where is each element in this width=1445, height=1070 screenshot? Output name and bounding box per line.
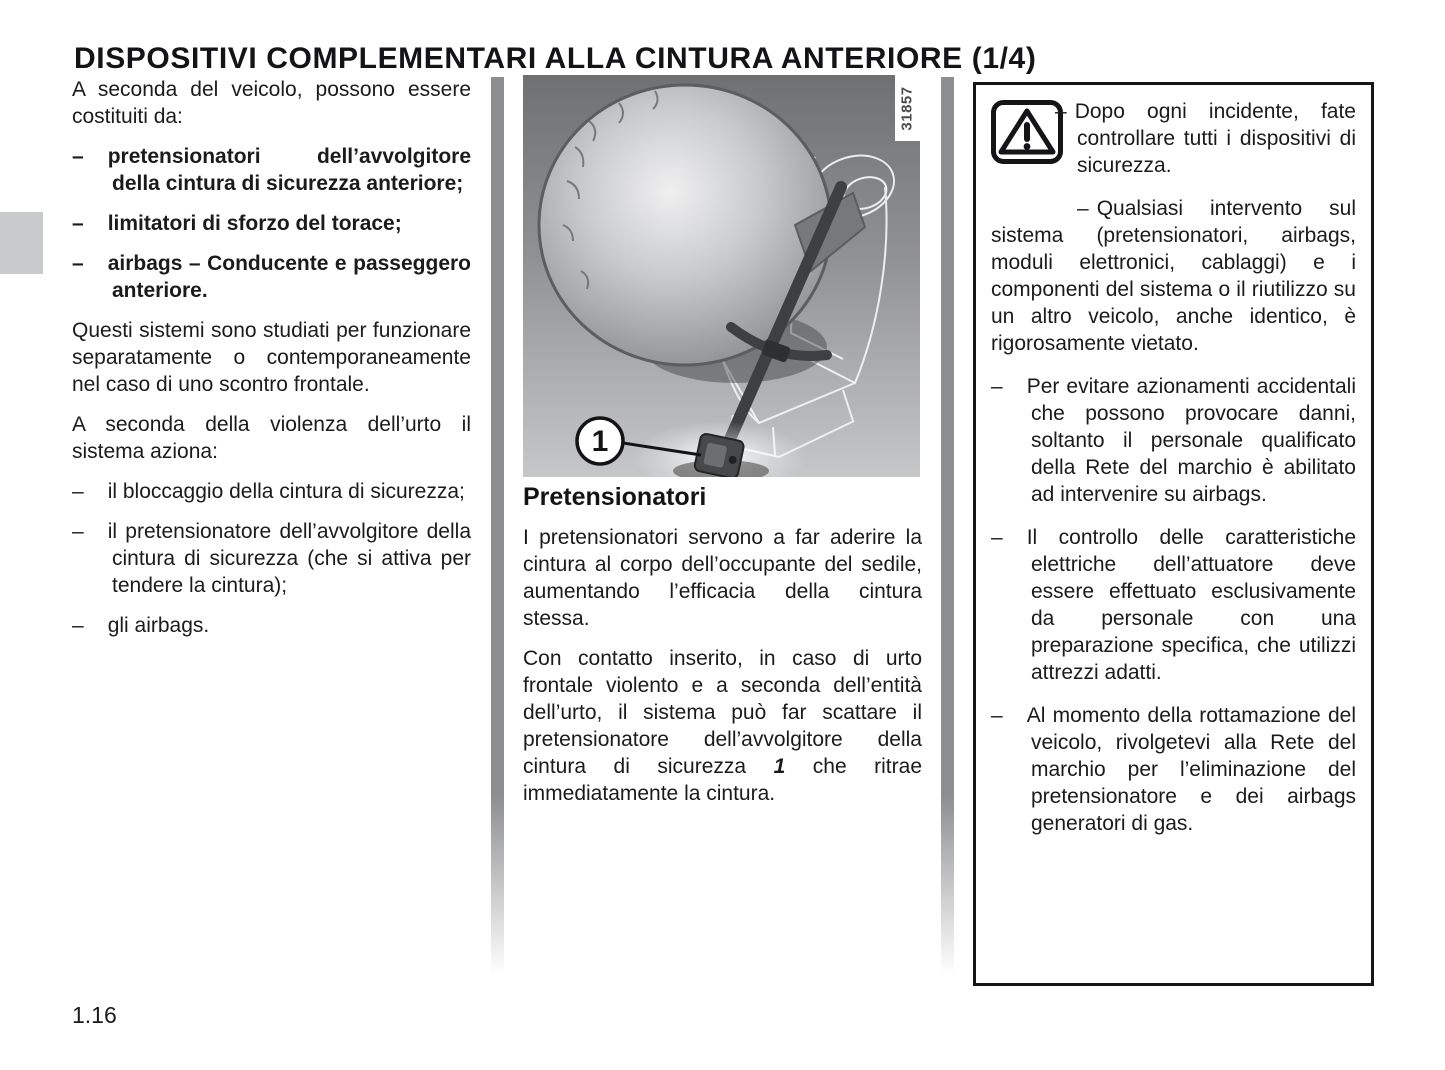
divider-bar-left bbox=[491, 77, 504, 975]
paragraph: A seconda della violenza dell’urto il sistema aziona: bbox=[72, 413, 471, 463]
figure-reference: 1 bbox=[773, 755, 786, 778]
list-item bbox=[72, 518, 471, 599]
list-item-text: airbags – Conducente e passeggero anteriore. bbox=[107, 252, 471, 302]
dash-marker: – bbox=[991, 526, 1003, 549]
warning-box bbox=[973, 82, 1374, 986]
figure-airbag-seat bbox=[523, 75, 920, 477]
warning-triangle-icon bbox=[991, 100, 1063, 164]
list-item bbox=[72, 478, 471, 505]
section-heading: Pretensionatori bbox=[523, 483, 707, 511]
figure-number: 31857 bbox=[899, 85, 916, 131]
dash-marker: – bbox=[72, 614, 84, 637]
paragraph bbox=[523, 645, 922, 807]
left-column bbox=[72, 76, 471, 652]
page-number: 1.16 bbox=[72, 1002, 117, 1028]
dash-marker: – bbox=[991, 704, 1003, 727]
paragraph: Questi sistemi sono studiati per funzionare separatamente o contemporaneamente nel caso di uno scontro frontale. bbox=[72, 319, 471, 396]
paragraph-text: che ritrae immediatamente la cintura. bbox=[523, 755, 922, 805]
dash-marker: – bbox=[1055, 100, 1067, 123]
airbag-seat-illustration bbox=[523, 75, 920, 477]
section-edge-tab bbox=[0, 212, 43, 274]
dash-marker: – bbox=[72, 252, 84, 275]
dash-marker: – bbox=[72, 145, 84, 168]
dash-marker: – bbox=[72, 212, 84, 235]
page-title: DISPOSITIVI COMPLEMENTARI ALLA CINTURA ANTERIORE (1/4) bbox=[74, 42, 1037, 76]
list-item bbox=[72, 210, 471, 237]
figure-number-label bbox=[895, 75, 920, 141]
warning-item bbox=[991, 702, 1356, 837]
warning-item-text: Al momento della rottamazione del veicolo, rivolgetevi alla Rete del marchio per l’eliminazione del pretensionatore e dei airbags generatori di gas. bbox=[1026, 704, 1356, 835]
paragraph: I pretensionatori servono a far aderire la cintura al corpo dell’occupante del sedile, aumentando l’efficacia della cintura stessa. bbox=[523, 526, 922, 630]
warning-item-text: Qualsiasi intervento sul sistema (pretensionatori, airbags, moduli elettronici, cablaggi) e i componenti del sistema o il riutilizzo su un altro veicolo, anche identico, è rigorosamente vietato. bbox=[991, 197, 1356, 355]
warning-item bbox=[991, 524, 1356, 686]
middle-column bbox=[523, 483, 922, 820]
list-item-text: il pretensionatore dell’avvolgitore della cintura di sicurezza (che si attiva per tendere la cintura); bbox=[107, 520, 471, 597]
list-item-text: il bloccaggio della cintura di sicurezza; bbox=[107, 480, 465, 503]
divider-bar-right bbox=[941, 77, 954, 975]
pretensioner-anchor bbox=[694, 433, 745, 477]
list-item bbox=[72, 612, 471, 639]
warning-item bbox=[991, 373, 1356, 508]
warning-item-text: Per evitare azionamenti accidentali che possono provocare danni, soltanto il personale qualificato della Rete del marchio è abilitato ad intervenire su airbags. bbox=[1026, 375, 1356, 506]
list-item bbox=[72, 143, 471, 197]
paragraph-text: Con contatto inserito, in caso di urto frontale violento e a seconda dell’entità dell’urto, il sistema può far scattare il pretensionatore dell’avvolgitore della cintura di sicurezza bbox=[523, 647, 922, 778]
dash-marker: – bbox=[72, 480, 84, 503]
list-item-text: gli airbags. bbox=[107, 614, 210, 637]
warning-item bbox=[991, 195, 1356, 357]
list-item-text: pretensionatori dell’avvolgitore della cintura di sicurezza anteriore; bbox=[107, 145, 471, 195]
dash-marker: – bbox=[1077, 197, 1089, 220]
intro-paragraph: A seconda del veicolo, possono essere costituiti da: bbox=[72, 78, 471, 128]
list-item-text: limitatori di sforzo del torace; bbox=[107, 212, 402, 235]
dash-marker: – bbox=[991, 375, 1003, 398]
warning-item-text: Dopo ogni incidente, fate controllare tutti i dispositivi di sicurezza. bbox=[1074, 100, 1356, 177]
list-item bbox=[72, 250, 471, 304]
warning-item-text: Il controllo delle caratteristiche elettriche dell’attuatore deve essere effettuato esclusivamente da personale con una preparazione specifica, che utilizzi attrezzi adatti. bbox=[1026, 526, 1356, 684]
callout-number: 1 bbox=[591, 425, 609, 458]
dash-marker: – bbox=[72, 520, 84, 543]
